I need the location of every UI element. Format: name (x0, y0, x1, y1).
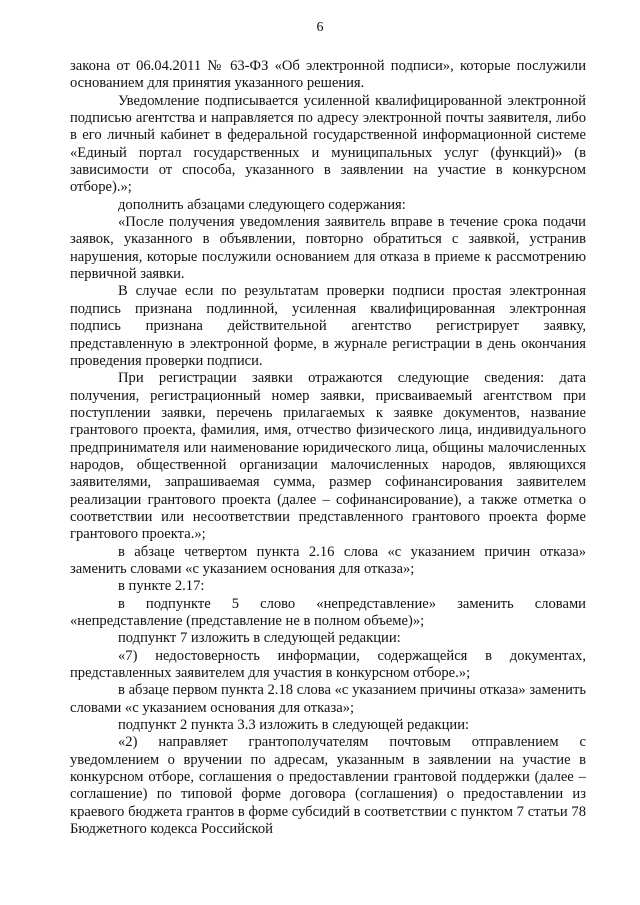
page-number: 6 (316, 20, 324, 35)
paragraph: дополнить абзацами следующего содержания: (118, 196, 406, 213)
paragraph: «7) недостоверность информации, содержащейся в документах, представленных заявителем для участия в конкурсном отборе.»; (70, 647, 586, 682)
paragraph: подпункт 2 пункта 3.3 изложить в следующей редакции: (118, 717, 470, 734)
paragraph: При регистрации заявки отражаются следующие сведения: дата получения, регистрационный номер заявки, присваиваемый агентством при поступлении заявки, перечень прилагаемых к заявке документов, название грантового проекта, фамилия, имя, отчество физического лица, индивидуального предпринимателя или наименование юридического лица, общины малочисленных народов, общественной организации малочисленных народов, являющихся заявителями, запрашиваемая сумма, размер софинансирования заявителем реализации грантового проекта (далее – софинансирование), а также отметка о соответствии или несоответствии представленного грантового проекта форме грантового проекта.»; (70, 370, 586, 543)
paragraph: в пункте 2.17: (118, 578, 205, 595)
paragraph: в абзаце первом пункта 2.18 слова «с указанием причины отказа» заменить словами «с указанием основания для отказа»; (70, 682, 586, 716)
paragraph: в подпункте 5 слово «непредставление» заменить словами «непредставление (представление не в полном объеме)»; (70, 595, 586, 629)
document-body (70, 58, 586, 838)
paragraph: в абзаце четвертом пункта 2.16 слова «с указанием причин отказа» заменить словами «с указанием основания для отказа»; (70, 543, 586, 577)
paragraph: «2) направляет грантополучателям почтовым отправлением с уведомлением о вручении по адресам, указанным в заявлении на участие в конкурсном отборе, соглашения о предоставлении грантовой поддержки (далее – соглашение) по типовой форме договора (соглашения) о предоставлении из краевого бюджета грантов в форме субсидий в соответствии с пунктом 7 статьи 78 Бюджетного кодекса Российской (70, 734, 586, 838)
paragraph: «После получения уведомления заявитель вправе в течение срока подачи заявок, указанного в объявлении, повторно обратиться с заявкой, устранив нарушения, которые послужили основанием для отказа в приеме к рассмотрению первичной заявки. (70, 214, 586, 283)
paragraph: закона от 06.04.2011 № 63-ФЗ «Об электронной подписи», которые послужили основанием для принятия указанного решения. (70, 58, 586, 92)
paragraph: В случае если по результатам проверки подписи простая электронная подпись признана подлинной, усиленная квалифицированная электронная подпись признана действительной агентство регистрирует заявку, представленную в электронной форме, в журнале регистрации в день окончания проведения проверки подписи. (70, 283, 586, 369)
paragraph: подпункт 7 изложить в следующей редакции: (118, 630, 401, 647)
paragraph: Уведомление подписывается усиленной квалифицированной электронной подписью агентства и направляется по адресу электронной почты заявителя, либо в его личный кабинет в федеральной государственной информационной системе «Единый портал государственных и муниципальных услуг (функций)» (в зависимости от способа, указанного в заявлении на участие в конкурсном отборе).»; (70, 92, 586, 196)
